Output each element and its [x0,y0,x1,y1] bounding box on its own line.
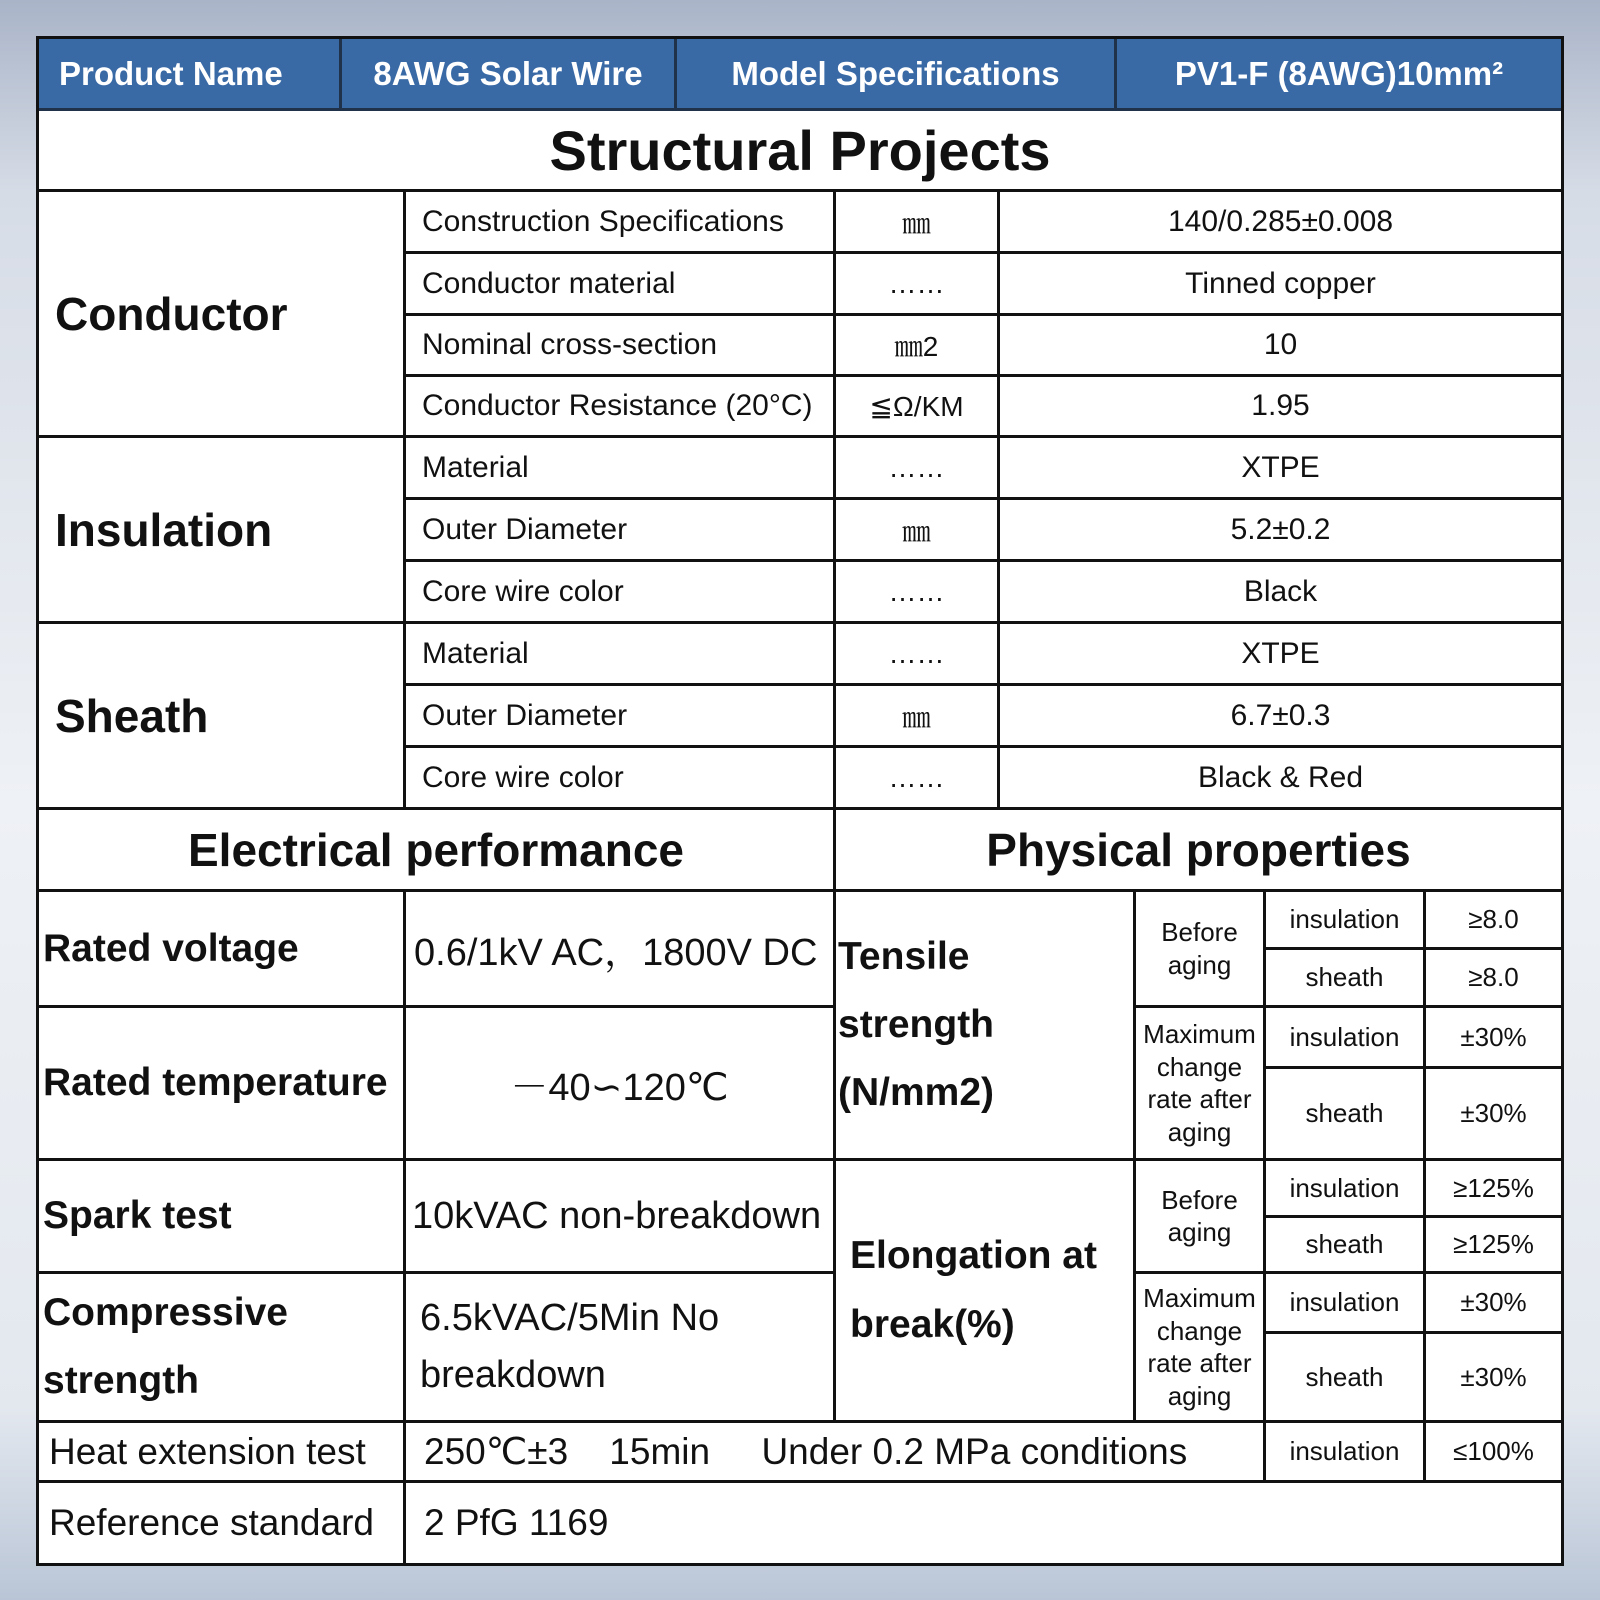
prop-name: Core wire color [406,562,836,624]
prop-name: Material [406,624,836,686]
part-value: ≥8.0 [1426,950,1561,1008]
group-insulation: Insulation [39,438,406,624]
part-label: insulation [1266,1008,1426,1069]
reference-standard-value: 2 PfG 1169 [424,1502,609,1543]
physical-title: Physical properties [836,810,1561,892]
prop-value: Black & Red [1000,748,1561,810]
prop-name: Construction Specifications [406,192,836,254]
part-label: sheath [1266,1334,1426,1423]
part-label: insulation [1266,1161,1426,1218]
part-value: ≥8.0 [1426,892,1561,950]
tensile-strength-label: Tensile strength (N/mm2) [836,892,1136,1161]
prop-unit: ≦Ω/KM [836,377,1000,438]
group-sheath: Sheath [39,624,406,810]
model-spec-value: PV1-F (8AWG)10mm² [1117,39,1561,111]
product-name-value: 8AWG Solar Wire [342,39,677,111]
prop-value: 6.7±0.3 [1000,686,1561,748]
part-label: insulation [1266,892,1426,950]
aging-stage: Before aging [1136,1161,1266,1274]
part-label: sheath [1266,1069,1426,1161]
spark-test-label: Spark test [39,1161,406,1274]
structural-title: Structural Projects [39,111,1561,192]
prop-value: Tinned copper [1000,254,1561,316]
part-value: ±30% [1426,1334,1561,1423]
part-value: ±30% [1426,1274,1561,1334]
group-conductor: Conductor [39,192,406,438]
prop-name: Outer Diameter [406,500,836,562]
electrical-title: Electrical performance [39,810,836,892]
prop-value: 5.2±0.2 [1000,500,1561,562]
prop-value: XTPE [1000,624,1561,686]
rated-temperature-label: Rated temperature [39,1008,406,1161]
rated-temperature-value: －40∽120℃ [406,1008,836,1161]
prop-unit: …… [836,624,1000,686]
prop-unit: …… [836,748,1000,810]
prop-value: Black [1000,562,1561,624]
part-label: sheath [1266,1218,1426,1274]
part-label: insulation [1266,1274,1426,1334]
prop-unit: ㎜2 [836,316,1000,377]
aging-stage: Maximum change rate after aging [1136,1274,1266,1423]
part-label: sheath [1266,950,1426,1008]
prop-name: Conductor Resistance (20°C) [406,377,836,438]
heat-extension-condition: 250℃±3 15min Under 0.2 MPa conditions [406,1423,1266,1483]
model-spec-label: Model Specifications [677,39,1117,111]
prop-unit: ㎜ [836,500,1000,562]
prop-name: Core wire color [406,748,836,810]
prop-name: Nominal cross-section [406,316,836,377]
spec-sheet [36,36,1564,1566]
compressive-strength-value: 6.5kVAC/5Min No breakdown [406,1274,836,1423]
prop-unit: …… [836,562,1000,624]
product-name-label: Product Name [39,39,342,111]
prop-unit: ㎜ [836,686,1000,748]
rated-voltage-label: Rated voltage [39,892,406,1008]
heat-extension-part: insulation [1266,1423,1426,1483]
prop-value: 1.95 [1000,377,1561,438]
prop-name: Material [406,438,836,500]
prop-unit: ㎜ [836,192,1000,254]
prop-unit: …… [836,438,1000,500]
prop-name: Outer Diameter [406,686,836,748]
prop-value: XTPE [1000,438,1561,500]
heat-extension-label: Heat extension test [39,1423,406,1483]
spark-test-value: 10kVAC non-breakdown [406,1161,836,1274]
prop-unit: …… [836,254,1000,316]
part-value: ≥125% [1426,1218,1561,1274]
compressive-strength-label: Compressive strength [39,1274,406,1423]
prop-value: 140/0.285±0.008 [1000,192,1561,254]
prop-value: 10 [1000,316,1561,377]
part-value: ≥125% [1426,1161,1561,1218]
elongation-label: Elongation at break(%) [836,1161,1136,1423]
part-value: ±30% [1426,1069,1561,1161]
heat-extension-value: ≤100% [1426,1423,1561,1483]
prop-name: Conductor material [406,254,836,316]
reference-standard-label: Reference standard [39,1483,406,1563]
aging-stage: Maximum change rate after aging [1136,1008,1266,1161]
part-value: ±30% [1426,1008,1561,1069]
rated-voltage-value: 0.6/1kV AC，1800V DC [406,892,836,1008]
aging-stage: Before aging [1136,892,1266,1008]
